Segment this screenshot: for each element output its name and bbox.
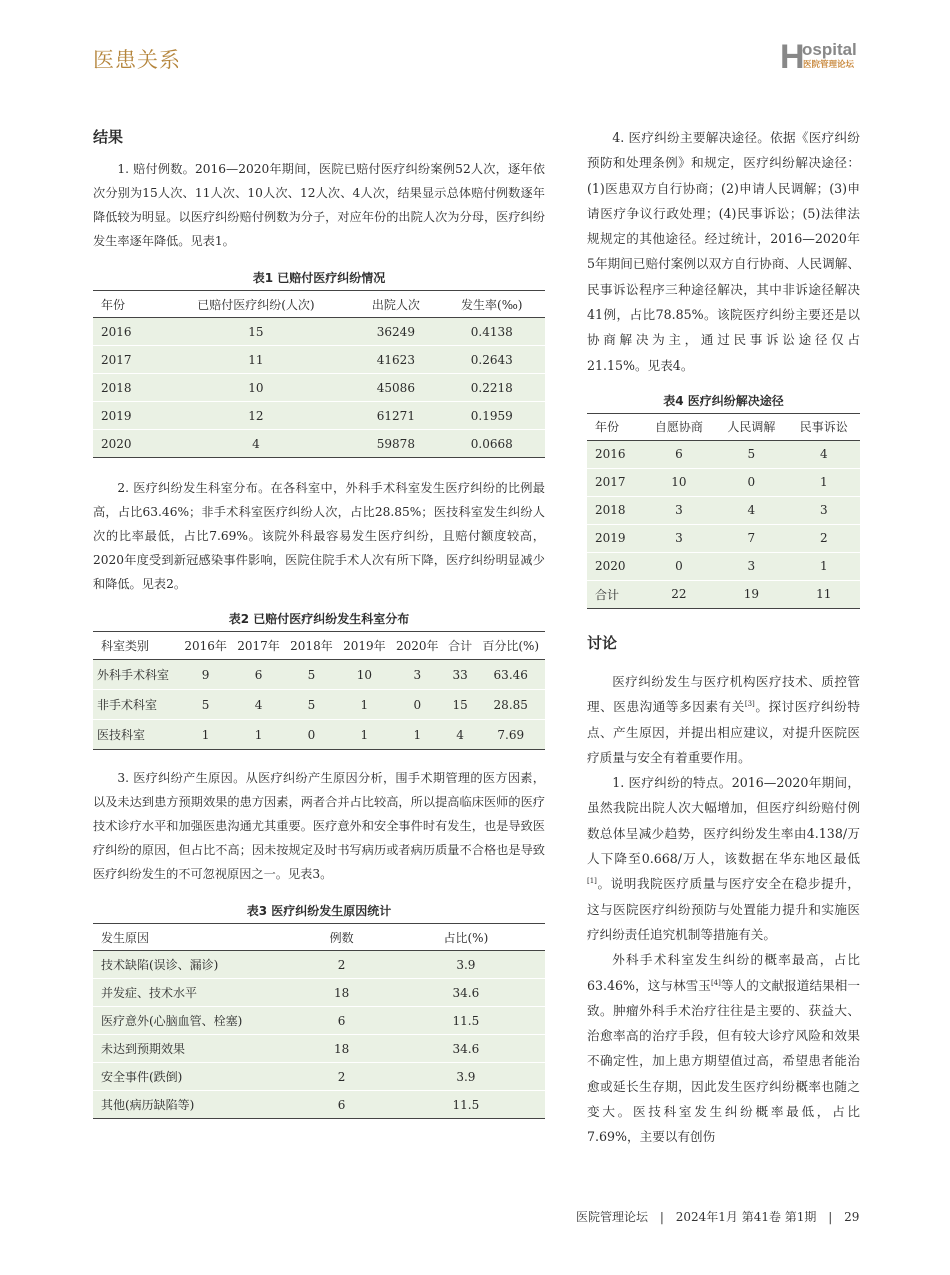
- table-cell: 1: [360, 727, 369, 742]
- table-cell: 4: [254, 697, 263, 712]
- citation-4: [4]: [710, 978, 721, 987]
- table-row: [93, 660, 545, 690]
- table-cell: 6: [337, 1097, 346, 1112]
- table2-header: 2018年: [290, 639, 333, 653]
- table-cell: 1: [413, 727, 422, 742]
- table-cell: 3: [675, 531, 683, 546]
- table-cell: 4: [252, 436, 260, 451]
- results-paragraph-4: 4. 医疗纠纷主要解决途径。依据《医疗纠纷预防和处理条例》和规定，医疗纠纷解决途径：(1)医患双方自行协商；(2)申请人民调解；(3)申请医疗争议行政处理；(4)民事诉讼；(5)法律法规规定的其他途径。经过统计，2016—2020年5年期间已赔付案例以双方自行协商、人民调解、民事诉讼程序三种途径解决，其中非诉途径解决41例，占比78.85%。该院医疗纠纷主要还是以协商解决为主，通过民事诉讼途径仅占21.15%。见表4。: [587, 130, 860, 373]
- table-cell: 1: [360, 697, 369, 712]
- table2-header: 2020年: [396, 639, 439, 653]
- table-cell: 15: [452, 697, 468, 712]
- table-row: [93, 346, 545, 374]
- table-cell: 非手术科室: [97, 698, 158, 712]
- table-row: [93, 1007, 545, 1035]
- table-cell: 2017: [101, 352, 132, 367]
- table-cell: 3: [413, 667, 422, 682]
- table-cell: 61271: [376, 408, 415, 423]
- results-paragraph-2: 2. 医疗纠纷发生科室分布。在各科室中，外科手术科室发生医疗纠纷的比例最高，占比63.46%；非手术科室医疗纠纷人次，占比28.85%；医技科室发生纠纷人次的比率最低，占比7.69%。该院外科最容易发生医疗纠纷，且赔付额度较高，2020年度受到新冠感染事件影响，医院住院手术人次有所下降，医疗纠纷明显减少和降低。见表2。: [93, 481, 545, 591]
- table-row: [93, 1091, 545, 1119]
- table1-header: 已赔付医疗纠纷(人次): [197, 297, 315, 312]
- table-cell: 33: [452, 667, 468, 682]
- table1-header: 出院人次: [371, 297, 420, 312]
- table-cell: 3.9: [456, 1069, 476, 1084]
- discussion-paragraph-1: 医疗纠纷发生与医疗机构医疗技术、质控管理、医患沟通等多因素有关[3]。探讨医疗纠纷特点、产生原因，并提出相应建议，对提升医院医疗质量与安全有着重要作用。: [587, 673, 861, 765]
- table-cell: 0.2218: [470, 380, 513, 395]
- table-cell: 5: [307, 697, 316, 712]
- table-cell: 3: [675, 503, 683, 518]
- page-footer: 医院管理论坛 | 2024年1月 第41卷 第1期 | 29: [576, 1210, 860, 1224]
- table-cell: 6: [675, 447, 683, 462]
- table-row: [587, 440, 860, 468]
- table-cell: 11.5: [452, 1097, 480, 1112]
- table-cell: 11: [248, 352, 264, 367]
- table-cell: 2019: [101, 408, 132, 423]
- table-cell: 2020: [101, 436, 132, 451]
- citation-3: [3]: [744, 700, 755, 709]
- discussion-paragraph-2: 1. 医疗纠纷的特点。2016—2020年期间，虽然我院出院人次大幅增加，但医疗纠纷赔付例数总体呈减少趋势，医疗纠纷发生率由4.138/万人下降至0.668/万人，该数据在华东地区最低[1]。说明我院医疗质量与医疗安全在稳步提升，这与医院医疗纠纷预防与处置能力提升和实施医疗纠纷责任追究机制等措施有关。: [587, 775, 860, 942]
- table4-header: 人民调解: [727, 420, 776, 435]
- table-cell: 4: [747, 503, 756, 518]
- table-cell: 2: [337, 1069, 346, 1084]
- table-cell: 10: [356, 667, 372, 682]
- table-cell: 63.46: [493, 667, 528, 682]
- discussion-paragraph-3: 外科手术科室发生纠纷的概率最高，占比63.46%，这与林雪玉[4]等人的文献报道结果相一致。肿瘤外科手术治疗往往是主要的、获益大、治愈率高的治疗手段，但有较大诊疗风险和效果不确定性，加上患方期望值过高，希望患者能治愈或延长生存期，因此发生医疗纠纷概率也随之变大。医技科室发生纠纷概率最低，占比7.69%，主要以有创伤: [587, 952, 860, 1145]
- table4-caption: 表4 医疗纠纷解决途径: [663, 393, 784, 408]
- table4: [587, 413, 860, 609]
- table-cell: 22: [671, 587, 687, 602]
- table-cell: 3: [747, 559, 756, 574]
- table-cell: 3: [819, 503, 828, 518]
- table-row: [587, 524, 860, 552]
- table-cell: 6: [337, 1013, 346, 1028]
- table-row: [93, 402, 545, 430]
- table-cell: 0: [675, 559, 683, 574]
- table-cell: 未达到预期效果: [101, 1042, 186, 1056]
- table-cell: 4: [456, 727, 464, 742]
- table-cell: 28.85: [493, 697, 528, 712]
- table2-header: 2016年: [184, 639, 227, 653]
- table-cell: 1: [201, 727, 210, 742]
- table1: [93, 290, 545, 458]
- table-cell: 10: [671, 475, 687, 490]
- logo-ospital: ospital: [802, 40, 857, 59]
- table-cell: 合计: [595, 587, 620, 602]
- table-row: [93, 690, 545, 720]
- table3: [93, 923, 545, 1119]
- table-cell: 3.9: [456, 957, 476, 972]
- table-cell: 医技科室: [97, 728, 146, 742]
- table-row: [587, 496, 860, 524]
- table-cell: 11: [816, 587, 832, 602]
- table-cell: 19: [743, 587, 759, 602]
- table-cell: 医疗意外(心脑血管、栓塞): [101, 1014, 243, 1028]
- table-cell: 外科手术科室: [97, 668, 170, 682]
- table-cell: 11.5: [452, 1013, 480, 1028]
- table-cell: 59878: [376, 436, 415, 451]
- left-column: [93, 125, 545, 1119]
- table-cell: 1: [819, 559, 828, 574]
- table-row: [587, 580, 860, 608]
- table-row: [93, 979, 545, 1007]
- table-cell: 7: [747, 531, 756, 546]
- footer-issue: 2024年1月 第41卷 第1期: [675, 1210, 817, 1224]
- table-cell: 2016: [595, 447, 626, 462]
- table-row: [587, 552, 860, 580]
- table-cell: 2020: [595, 559, 626, 574]
- table-cell: 1: [254, 727, 263, 742]
- table-cell: 2: [337, 957, 346, 972]
- page-number: 29: [844, 1210, 860, 1224]
- table-cell: 1: [819, 475, 828, 490]
- table-cell: 45086: [376, 380, 415, 395]
- table-cell: 2018: [101, 380, 132, 395]
- table-row: [93, 720, 545, 750]
- table-cell: 18: [333, 985, 350, 1000]
- table-cell: 2017: [595, 475, 626, 490]
- table-cell: 36249: [376, 324, 415, 339]
- table-row: [587, 468, 860, 496]
- journal-logo: [780, 40, 860, 74]
- table-cell: 18: [333, 1041, 350, 1056]
- table3-header: 例数: [329, 930, 354, 945]
- discussion-heading: 讨论: [587, 633, 618, 652]
- footer-journal: 医院管理论坛: [576, 1210, 649, 1224]
- table-row: [93, 374, 545, 402]
- table2-header: 2019年: [343, 639, 386, 653]
- table-cell: 0: [413, 697, 422, 712]
- table4-header: 自愿协商: [654, 420, 703, 435]
- table-cell: 34.6: [452, 1041, 480, 1056]
- results-heading: 结果: [93, 128, 124, 146]
- table-cell: 12: [248, 408, 264, 423]
- table-cell: 7.69: [497, 727, 525, 742]
- table-cell: 0: [747, 475, 756, 490]
- table-cell: 技术缺陷(误诊、漏诊): [101, 958, 219, 972]
- table3-header: 发生原因: [101, 930, 150, 945]
- table-cell: 其他(病历缺陷等): [101, 1098, 195, 1112]
- table-cell: 5: [201, 697, 210, 712]
- table3-caption: 表3 医疗纠纷发生原因统计: [246, 904, 392, 918]
- table2: [93, 631, 545, 750]
- table1-caption: 表1 已赔付医疗纠纷情况: [252, 271, 386, 285]
- results-paragraph-3: 3. 医疗纠纷产生原因。从医疗纠纷产生原因分析，围手术期管理的医方因素，以及未达到患方预期效果的患方因素，两者合并占比较高，所以提高临床医师的医疗技术诊疗水平和加强医患沟通尤其重要。医疗意外和安全事件时有发生，也是导致医疗纠纷的原因，但占比不高；因未按规定及时书写病历或者病历质量不合格也是导致医疗纠纷发生的不可忽视原因之一。见表3。: [93, 771, 545, 881]
- table-cell: 0.4138: [470, 324, 513, 339]
- results-paragraph-1: 1. 赔付例数。2016—2020年期间，医院已赔付医疗纠纷案例52人次，逐年依次分别为15人次、11人次、10人次、12人次、4人次，结果显示总体赔付例数逐年降低较为明显。以医疗纠纷赔付例数为分子，对应年份的出院人次为分母，医疗纠纷发生率逐年降低。见表1。: [93, 162, 545, 248]
- table-cell: 并发症、技术水平: [101, 986, 198, 1000]
- table-cell: 2019: [595, 531, 626, 546]
- table-row: [93, 430, 545, 458]
- table-row: [93, 318, 545, 346]
- logo-subtitle: 医院管理论坛: [803, 60, 855, 70]
- citation-1: [1]: [587, 877, 597, 886]
- table-cell: 9: [201, 667, 210, 682]
- table1-header: 发生率(‰): [461, 297, 523, 312]
- table-cell: 0: [307, 727, 316, 742]
- table-row: [93, 1035, 545, 1063]
- table3-header: 占比(%): [443, 930, 489, 945]
- table-cell: 5: [307, 667, 316, 682]
- table-cell: 2016: [101, 324, 132, 339]
- right-column: [587, 125, 860, 1150]
- table2-header: 2017年: [237, 639, 280, 653]
- table4-header: 民事诉讼: [799, 420, 848, 435]
- section-title: 医患关系: [93, 48, 181, 72]
- table-cell: 10: [248, 380, 264, 395]
- table-cell: 5: [747, 447, 756, 462]
- table-cell: 0.0668: [470, 436, 513, 451]
- table-cell: 0.1959: [470, 408, 513, 423]
- table2-caption: 表2 已赔付医疗纠纷发生科室分布: [228, 612, 410, 626]
- table4-header: 年份: [595, 420, 620, 435]
- table-cell: 0.2643: [470, 352, 513, 367]
- table-cell: 15: [248, 324, 264, 339]
- table-cell: 2: [819, 531, 828, 546]
- table2-header: 合计: [448, 639, 473, 653]
- table2-header: 科室类别: [101, 639, 150, 653]
- table-cell: 41623: [376, 352, 415, 367]
- table-row: [93, 951, 545, 979]
- table2-header: 百分比(%): [482, 639, 540, 653]
- table-cell: 安全事件(跌倒): [101, 1070, 183, 1084]
- logo-h: H: [780, 38, 805, 76]
- table-cell: 2018: [595, 503, 626, 518]
- table-cell: 6: [254, 667, 263, 682]
- table1-header: 年份: [101, 297, 126, 312]
- table-cell: 4: [819, 447, 828, 462]
- table-cell: 34.6: [452, 985, 480, 1000]
- table-row: [93, 1063, 545, 1091]
